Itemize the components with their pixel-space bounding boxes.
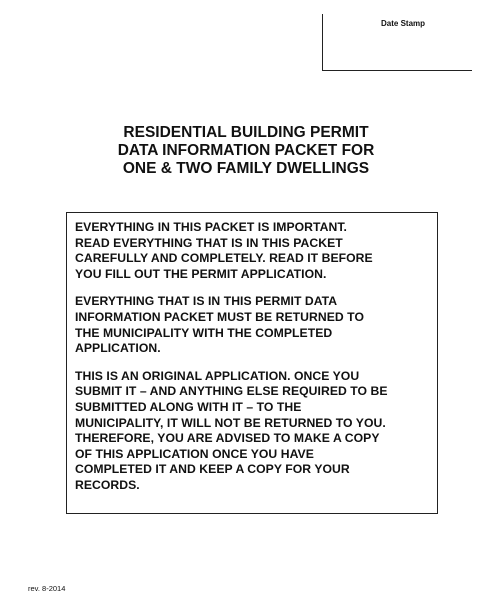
notice-line: THEREFORE, YOU ARE ADVISED TO MAKE A COPY xyxy=(75,431,380,446)
notice-paragraph-return xyxy=(75,294,431,356)
notice-line: RECORDS. xyxy=(75,477,140,492)
date-stamp-label: Date Stamp xyxy=(381,19,426,28)
title-line: RESIDENTIAL BUILDING PERMIT xyxy=(123,124,369,141)
notice-line: EVERYTHING IN THIS PACKET IS IMPORTANT. xyxy=(75,220,347,234)
notice-line: YOU FILL OUT THE PERMIT APPLICATION. xyxy=(75,266,327,281)
notice-line: READ EVERYTHING THAT IS IN THIS PACKET xyxy=(75,235,343,250)
revision-label: rev. 8-2014 xyxy=(28,584,66,593)
notice-line: INFORMATION PACKET MUST BE RETURNED TO xyxy=(75,309,364,324)
title-line: DATA INFORMATION PACKET FOR xyxy=(117,142,375,159)
notice-line: SUBMITTED ALONG WITH IT – TO THE xyxy=(75,399,302,414)
notice-line: OF THIS APPLICATION ONCE YOU HAVE xyxy=(75,446,314,461)
title-line: ONE & TWO FAMILY DWELLINGS xyxy=(122,160,370,177)
notice-line: CAREFULLY AND COMPLETELY. READ IT BEFORE xyxy=(75,251,373,266)
date-stamp-box xyxy=(322,14,472,71)
notice-line: MUNICIPALITY, IT WILL NOT BE RETURNED TO YOU. xyxy=(75,415,386,430)
important-notice-box xyxy=(66,212,438,514)
notice-line: APPLICATION. xyxy=(75,341,161,356)
notice-paragraph-original xyxy=(75,369,431,494)
notice-line: COMPLETED IT AND KEEP A COPY FOR YOUR xyxy=(75,462,350,477)
notice-line: THIS IS AN ORIGINAL APPLICATION. ONCE YOU xyxy=(75,368,360,383)
notice-line: EVERYTHING THAT IS IN THIS PERMIT DATA xyxy=(75,294,338,309)
notice-line: SUBMIT IT – AND ANYTHING ELSE REQUIRED TO BE xyxy=(75,384,388,399)
notice-line: THE MUNICIPALITY WITH THE COMPLETED xyxy=(75,325,333,340)
notice-paragraph-importance xyxy=(75,220,431,282)
page-title xyxy=(60,124,432,178)
